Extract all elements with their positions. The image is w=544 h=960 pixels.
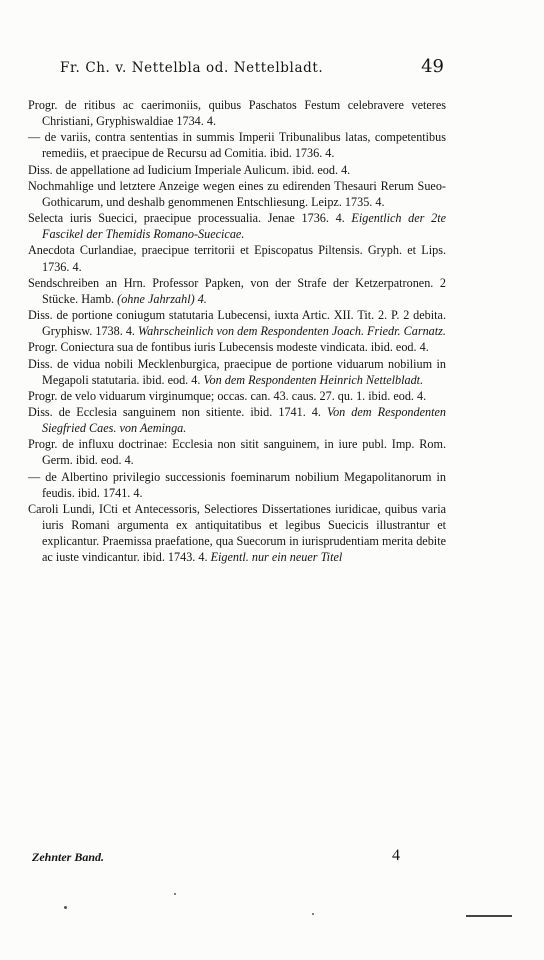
- bibliography-entry: [28, 210, 446, 242]
- entry-text: Progr. de ritibus ac caerimoniis, quibus Paschatos Festum celebravere veteres Christiani, Gryphiswaldiae 1734. 4.: [28, 98, 446, 129]
- bibliography-entry: [28, 97, 446, 129]
- entry-note: Eigentlich der 2te Fascikel der Themidis Romano-Suecicae.: [42, 211, 446, 242]
- entry-note: Wahrscheinlich von dem Respondenten Joach. Friedr. Carnatz.: [138, 324, 446, 339]
- entry-text: Nochmahlige und letztere Anzeige wegen eines zu edirenden Thesauri Rerum Sueo-Gothicarum, und deshalb genommenen Entschliesung. Leipz. 1735. 4.: [28, 178, 446, 209]
- signature-mark: Zehnter Band.: [32, 850, 105, 864]
- entry-text: Progr. de influxu doctrinae: Ecclesia non sitit sanguinem, in iure publ. Imp. Rom. Germ. ibid. eod. 4.: [28, 437, 446, 468]
- entry-text: Progr. de velo viduarum virginumque; occas. can. 43. caus. 27. qu. 1. ibid. eod. 4.: [28, 388, 427, 403]
- ink-speck: [174, 893, 176, 895]
- margin-rule: [466, 915, 512, 917]
- bibliography-entry: [28, 129, 446, 161]
- page-number: 49: [421, 56, 444, 77]
- bibliography-entry: [28, 436, 446, 468]
- bibliography-list: [28, 97, 446, 566]
- entry-text: Sendschreiben an Hrn. Professor Papken, von der Strafe der Ketzerpatronen. 2 Stücke. Hamb.: [28, 275, 446, 306]
- entry-text: Caroli Lundi, ICti et Antecessoris, Selectiores Dissertationes iuridicae, quibus varia iuris Romani argumenta ex antiquitatibus et legibus Suecicis illustrantur et explicantur. Praemissa praefatione, qua Suecorum in iurisprudentiam merita debite ac iuste vindicantur. ibid. 1743. 4.: [28, 501, 446, 565]
- entry-text: Diss. de Ecclesia sanguinem non sitiente. ibid. 1741. 4.: [28, 404, 321, 419]
- bibliography-entry: [28, 501, 446, 566]
- bibliography-entry: [28, 339, 446, 355]
- bibliography-entry: [28, 404, 446, 436]
- entry-text: Anecdota Curlandiae, praecipue territorii et Episcopatus Piltensis. Gryph. et Lips. 1736. 4.: [28, 243, 446, 274]
- entry-note: Eigentl. nur ein neuer Titel: [210, 550, 343, 565]
- entry-note: Von dem Respondenten Siegfried Caes. von Aeminga.: [42, 404, 446, 436]
- ink-speck: [64, 906, 67, 909]
- entry-text: Selecta iuris Suecici, praecipue processualia. Jenae 1736. 4.: [28, 211, 345, 226]
- bibliography-entry: [28, 356, 446, 388]
- entry-note: (ohne Jahrzahl) 4.: [117, 291, 207, 306]
- entry-text: Diss. de appellatione ad Iudicium Imperiale Aulicum. ibid. eod. 4.: [28, 162, 351, 177]
- bibliography-entry: [28, 275, 446, 307]
- running-title: Fr. Ch. v. Nettelbla od. Nettelbladt.: [60, 60, 324, 76]
- bibliography-entry: [28, 242, 446, 274]
- bibliography-entry: [28, 469, 446, 501]
- signature-number: 4: [392, 847, 400, 864]
- page-header: [60, 58, 444, 80]
- entry-note: Von dem Respondenten Heinrich Nettelbladt.: [203, 372, 424, 387]
- bibliography-entry: [28, 162, 446, 178]
- ink-speck: [312, 913, 314, 915]
- entry-text: — de Albertino privilegio successionis foeminarum nobilium Megapolitanorum in feudis. ibid. 1741. 4.: [28, 469, 446, 500]
- bibliography-entry: [28, 307, 446, 339]
- entry-text: Diss. de portione coniugum statutaria Lubecensi, iuxta Artic. XII. Tit. 2. P. 2 debita. Gryphisw. 1738. 4.: [28, 308, 446, 339]
- entry-text: Progr. Coniectura sua de fontibus iuris Lubecensis modeste vindicata. ibid. eod. 4.: [28, 340, 429, 355]
- page-footer: [28, 847, 446, 868]
- entry-text: Diss. de vidua nobili Mecklenburgica, praecipue de portione viduarum nobilium in Megapoli statutaria. ibid. eod. 4.: [28, 356, 446, 387]
- entry-text: — de variis, contra sententias in summis Imperii Tribunalibus latas, competentibus remediis, et praecipue de Recursu ad Comitia. ibid. 1736. 4.: [28, 130, 446, 161]
- bibliography-entry: [28, 178, 446, 210]
- bibliography-entry: [28, 388, 446, 404]
